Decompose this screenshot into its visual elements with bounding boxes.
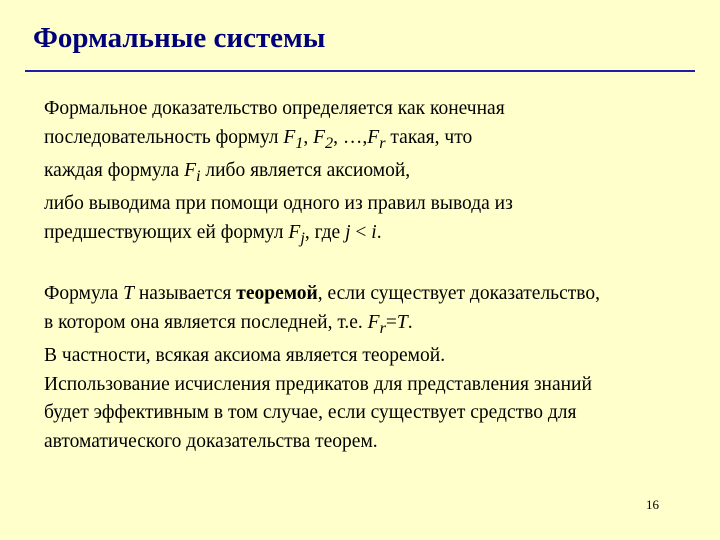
text: , <box>303 126 314 148</box>
paragraph-theorem-definition <box>44 280 704 456</box>
formula-symbol: F <box>184 159 196 181</box>
page-number: 16 <box>646 497 659 512</box>
text: , где <box>304 221 341 243</box>
text: предшествующих ей формул <box>44 221 284 243</box>
formula-symbol: j <box>345 221 351 243</box>
text: В частности, всякая аксиома является теоремой. <box>44 345 446 367</box>
text: Формальное доказательство определяется как конечная <box>44 98 505 119</box>
text: = <box>385 311 397 333</box>
text-line <box>44 342 704 371</box>
text: каждая формула <box>44 159 180 181</box>
text: Использование исчисления предикатов для представления знаний <box>44 373 592 395</box>
slide-title: Формальные системы <box>33 22 326 54</box>
bold-term: теоремой <box>236 283 318 305</box>
text-line <box>44 190 704 219</box>
formula-symbol: F <box>367 311 380 333</box>
text-line <box>44 124 704 157</box>
text: будет эффективным в том случае, если существует средство для <box>44 402 577 424</box>
text-line <box>44 157 704 190</box>
title-underline <box>25 70 695 72</box>
text: либо является аксиомой, <box>200 159 411 181</box>
formula-symbol: T <box>396 311 408 333</box>
text-line <box>44 219 704 252</box>
text: < <box>350 221 372 243</box>
text: либо выводима при помощи одного из правил вывода из <box>44 193 513 215</box>
paragraph-proof-definition <box>44 95 704 252</box>
text-line <box>44 280 704 309</box>
formula-symbol: F <box>288 221 301 243</box>
slide-body <box>44 95 704 456</box>
formula-symbol: i <box>371 221 377 243</box>
text: автоматического доказательства теорем. <box>44 430 378 452</box>
formula-subscript: 2 <box>325 133 334 152</box>
formula-symbol: T <box>123 283 134 305</box>
formula-subscript: i <box>195 166 201 185</box>
text: в котором она является последней, т.е. <box>44 311 363 333</box>
formula-subscript: r <box>379 133 386 152</box>
formula-subscript: r <box>379 318 386 337</box>
text-line <box>44 309 704 342</box>
formula-symbol: F <box>367 126 380 148</box>
text: называется <box>133 283 237 305</box>
formula-subscript: j <box>300 228 305 247</box>
text: такая, что <box>385 126 473 148</box>
text-line <box>44 428 704 457</box>
text: , …, <box>333 126 368 148</box>
text: Формула <box>44 283 119 305</box>
formula-symbol: F <box>313 126 326 148</box>
text: последовательность формул <box>44 126 279 148</box>
text-line <box>44 371 704 400</box>
text-line <box>44 95 704 124</box>
formula-symbol: F <box>283 126 296 148</box>
text: . <box>407 311 413 333</box>
text-line <box>44 399 704 428</box>
text: , если существует доказательство, <box>317 283 600 305</box>
formula-subscript: 1 <box>295 133 304 152</box>
text: . <box>376 221 382 243</box>
